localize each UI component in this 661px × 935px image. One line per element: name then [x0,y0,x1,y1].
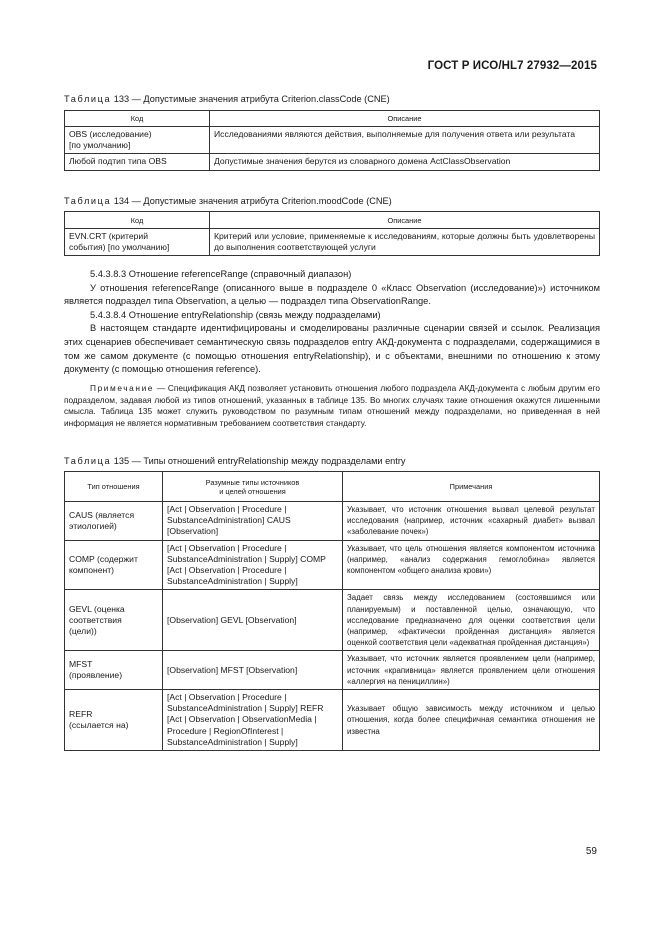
targets-cell: [Observation] GEVL [Observation] [163,590,343,651]
column-header-code: Код [65,111,210,127]
body-text [64,268,600,430]
column-header-notes: Примечания [343,472,600,502]
notes-cell: Указывает, что источник является проявлением цели (например, источник «крапивница» является проявлением цели отношения «аллергия на пенициллин») [343,651,600,690]
notes-cell: Указывает общую зависимость между источником и целью отношения, когда более специфичная семантика отношения не известна [343,690,600,751]
caption-label: Таблица [64,196,112,206]
type-line: (ссылается на) [69,720,129,731]
caption-text: 135 — Типы отношений entryRelationship между подразделами entry [111,456,406,466]
targets-cell: [Act | Observation | Procedure | SubstanceAdministration] CAUS [Observation] [163,502,343,541]
type-line: этиологией) [69,520,117,531]
code-cell [65,127,210,154]
targets-cell: [Act | Observation | Procedure | SubstanceAdministration | Supply] COMP [Act | Observation | Procedure | SubstanceAdministration | Supply] [163,540,343,590]
table-row [65,502,600,541]
page-number: 59 [585,846,597,857]
type-line: GEVL (оценка [69,603,125,614]
code-cell [65,229,210,256]
description-cell: Критерий или условие, применяемые к исследованиям, которые должны быть удовлетворены до выполнения соответствующей услуги [210,229,600,256]
table-133-caption [64,94,390,104]
column-header-type: Тип отношения [65,472,163,502]
table-row [65,690,600,751]
table-row [65,540,600,590]
header-line: и целей отношения [219,486,286,496]
type-line: MFST [69,659,93,670]
code-line: OBS (исследование) [69,129,152,139]
code-line: [по умолчанию] [69,140,131,151]
table-row [65,651,600,690]
code-cell: Любой подтип типа OBS [65,154,210,170]
section-heading: 5.4.3.8.4 Отношение entryRelationship (связь между подразделами) [90,309,381,320]
table-row [65,127,600,154]
type-line: COMP (содержит [69,553,138,564]
type-line: (цели)) [69,626,97,637]
column-header-targets [163,472,343,502]
type-cell [65,502,163,541]
header-line: Разумные типы источников [205,477,300,487]
table-135-caption [64,456,406,466]
paragraph: В настоящем стандарте идентифицированы и смоделированы различные сценарии связей и ссылок. Реализация этих сценариев обеспечивает семантическую связь подразделов entry АКД-документа с подразделами, содержащимися в том же самом документе (с помощью отношения entryRelationship), и с объектами, внешними по отношению к этому документу (с помощью отношения reference). [64,323,600,375]
paragraph: У отношения referenceRange (описанного выше в подразделе 0 «Класс Observation (исследование)») источником является подраздел типа Observation, а целью — подраздел типа ObservationRange. [64,282,600,307]
type-line: соответствия [69,614,122,625]
notes-cell: Указывает, что цель отношения является компонентом источника (например, «анализ содержания гемоглобина» является компонентом «общего анализа крови») [343,540,600,590]
note-text: — Спецификация АКД позволяет установить отношения любого подраздела АКД-документа с любым другим его подразделом, задавая любой из типов отношений, указанных в таблице 135. Во многих случаях такие отношения окажутся лишенными смысла. Таблица 135 может служить руководством по разумным типам отношений между подразделами, но приведенная в ней информация не является нормативным требованием соответствия стандарту. [64,382,600,429]
section-heading: 5.4.3.8.3 Отношение referenceRange (справочный диапазон) [90,269,352,279]
table-header-row [65,212,600,229]
table-134-caption [64,196,392,206]
code-line: EVN.CRT (критерий [69,231,148,241]
caption-text: 134 — Допустимые значения атрибута Criterion.moodCode (CNE) [111,196,392,206]
caption-label: Таблица [64,94,112,104]
type-line: компонент) [69,565,115,576]
type-line: REFR [69,708,93,719]
notes-cell: Задает связь между исследованием (состоявшимся или планируемым) и поставленной целью, означающую, что исследование предназначено для оценки соответствия цели (например, «фактически пройденная дистанция» является оценкой соответствия цели «адекватная пройденная дистанция») [343,590,600,651]
table-row [65,590,600,651]
targets-cell: [Act | Observation | Procedure | SubstanceAdministration | Supply] REFR [Act | Observation | ObservationMedia | Procedure | RegionOfInterest | SubstanceAdministration | Supply] [163,690,343,751]
column-header-description: Описание [210,212,600,229]
targets-cell: [Observation] MFST [Observation] [163,651,343,690]
table-134 [64,211,600,256]
table-133 [64,110,600,171]
column-header-description: Описание [210,111,600,127]
table-header-row [65,472,600,502]
type-cell [65,690,163,751]
note-label: Примечание [90,382,155,393]
notes-cell: Указывает, что источник отношения вызвал целевой результат исследования (например, источник «сахарный диабет» вызвал «заболевание почек») [343,502,600,541]
table-row [65,229,600,256]
type-line: (проявление) [69,670,123,681]
table-row [65,154,600,170]
table-135 [64,471,600,751]
type-cell [65,540,163,590]
column-header-code: Код [65,212,210,229]
code-line: события) [по умолчанию] [69,242,170,253]
description-cell: Допустимые значения берутся из словарного домена ActClassObservation [210,154,600,170]
type-cell [65,590,163,651]
caption-text: 133 — Допустимые значения атрибута Criterion.classCode (CNE) [111,94,390,104]
note [64,383,600,430]
caption-label: Таблица [64,456,112,466]
table-header-row [65,111,600,127]
document-id: ГОСТ Р ИСО/HL7 27932—2015 [427,60,597,72]
type-line: CAUS (является [69,509,135,520]
type-cell [65,651,163,690]
description-cell: Исследованиями являются действия, выполняемые для получения ответа или результата [210,127,600,154]
